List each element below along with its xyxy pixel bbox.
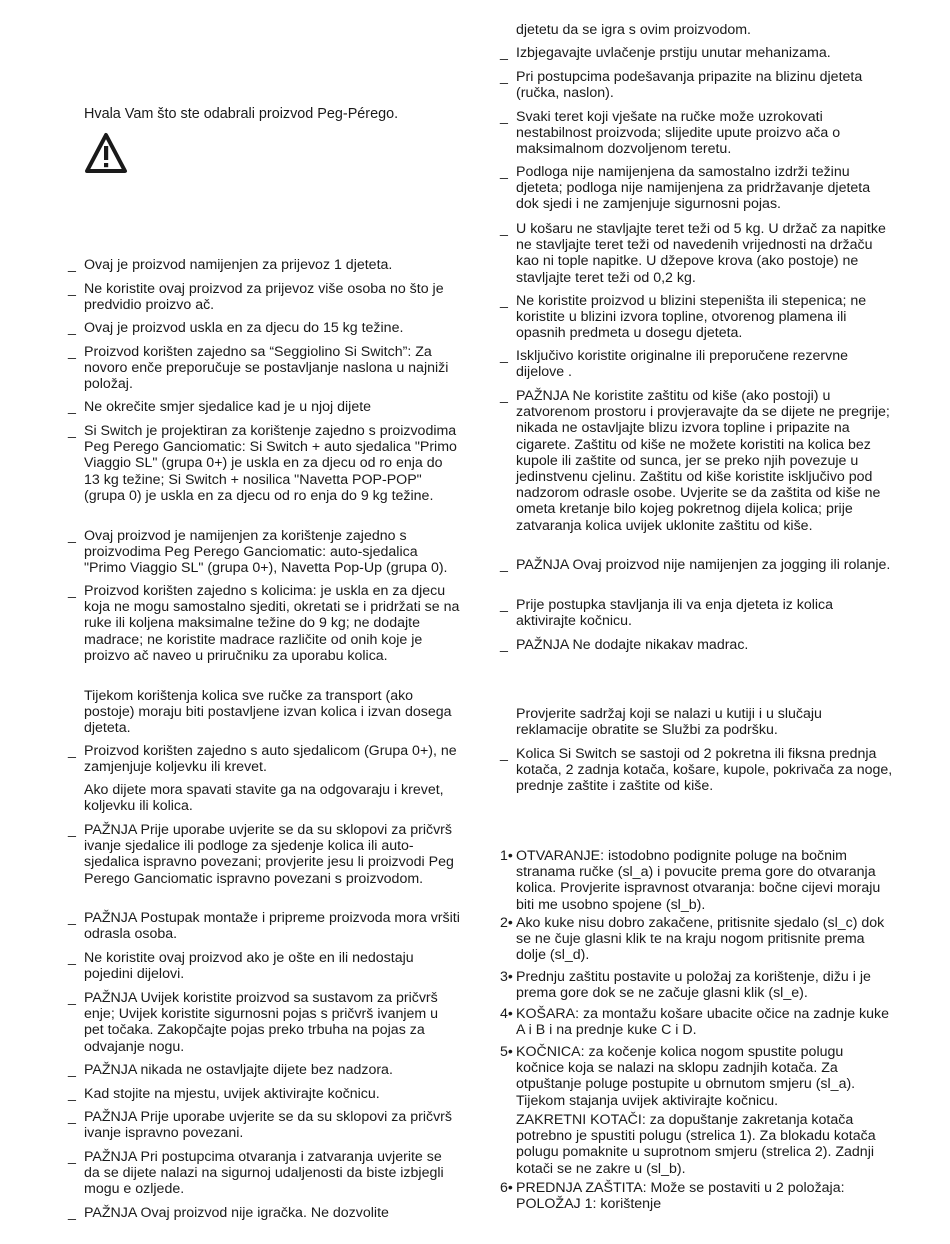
intro-text: Hvala Vam što ste odabrali proizvod Peg-Pérego. bbox=[84, 106, 399, 122]
instruction-step: 5• KOČNICA: za kočenje kolica nogom spustite polugu kočnice koja se nalazi na sklopu zadnjih kotača. Za otpuštanje poluge postupite u obrnutom smjeru (sl_a). Tijekom stajanja uvijek aktivirajte kočnicu. bbox=[500, 1044, 856, 1109]
safety-item: _ Proizvod korišten zajedno sa “Seggiolino Si Switch”: Za novoro enče preporučuje se postavljanje naslona u najniži položaj. bbox=[68, 344, 449, 393]
safety-item: _ Ovaj je proizvod uskla en za djecu do 15 kg težine. bbox=[68, 320, 404, 336]
safety-item: Provjerite sadržaj koji se nalazi u kutiji i u slučaju reklamacije obratite se Službi za podršku. bbox=[516, 706, 822, 739]
safety-item: _ PAŽNJA nikada ne ostavljajte dijete bez nadzora. bbox=[68, 1062, 393, 1078]
safety-item: _ Ne okrečite smjer sjedalice kad je u njoj dijete bbox=[68, 399, 372, 415]
safety-item: _ PAŽNJA Ovaj proizvod nije namijenjen za jogging ili rolanje. bbox=[500, 557, 891, 573]
safety-item: _ Proizvod korišten zajedno s kolicima: je uskla en za djecu koja ne mogu samostalno sjediti, okretati se i pridržati se na ruke ili koljena maksimalne težine do 9 kg; ne dodajte madrace; ne koristite madrace različite od onih koje je proizvo ač naveo u priručniku za uporabu kolica. bbox=[68, 583, 460, 664]
instruction-step: 6• PREDNJA ZAŠTITA: Može se postaviti u 2 položaja: POLOŽAJ 1: korištenje bbox=[500, 1180, 845, 1213]
safety-item: _ Ne koristite ovaj proizvod za prijevoz više osoba no što je predvidio proizvo ač. bbox=[68, 281, 444, 314]
safety-item: djetetu da se igra s ovim proizvodom. bbox=[516, 22, 751, 38]
safety-item: _ PAŽNJA Ne dodajte nikakav madrac. bbox=[500, 637, 749, 653]
safety-item: _ Proizvod korišten zajedno s auto sjedalicom (Grupa 0+), ne zamjenjuje koljevku ili krevet. bbox=[68, 743, 457, 776]
safety-item: _ Ne koristite proizvod u blizini stepeništa ili stepenica; ne koristite u blizini izvora topline, otvorenog plamena ili opasnih predmeta u dosegu djeteta. bbox=[500, 293, 867, 342]
safety-item: _ PAŽNJA Prije uporabe uvjerite se da su sklopovi za pričvrš ivanje ispravno povezani. bbox=[68, 1109, 452, 1142]
safety-item: _ Kad stojite na mjestu, uvijek aktivirajte kočnicu. bbox=[68, 1086, 380, 1102]
safety-item: _ Izbjegavajte uvlačenje prstiju unutar mehanizama. bbox=[500, 45, 831, 61]
safety-item: Tijekom korištenja kolica sve ručke za transport (ako postoje) moraju biti postavljene izvan kolica i izvan dosega djeteta. bbox=[84, 688, 452, 737]
instruction-step: ZAKRETNI KOTAČI: za dopuštanje zakretanja kotača potrebno je spustiti polugu (strelica 1). Za blokadu kotača polugu pomaknite u suprotnom smjeru (strelica 2). Zadnji kotači se ne zakre u (sl_b). bbox=[516, 1112, 876, 1177]
safety-item: _ Svaki teret koji vješate na ručke može uzrokovati nestabilnost proizvoda; slijedite upute proizvo ača o maksimalnom dozvoljenom teretu. bbox=[500, 109, 841, 158]
safety-item: _ Isključivo koristite originalne ili preporučene rezervne dijelove . bbox=[500, 348, 848, 381]
safety-item: _ Ovaj proizvod je namijenjen za korištenje zajedno s proizvodima Peg Perego Ganciomatic: auto-sjedalica "Primo Viaggio SL" (grupa 0+), Navetta Pop-Up (grupa 0). bbox=[68, 528, 448, 577]
safety-item: _ U košaru ne stavljajte teret teži od 5 kg. U držač za napitke ne stavljajte teret teži od navedenih vrijednosti na držaču kao ni tople napitke. U džepove krova (ako postoje) ne stavljajte teret teži od 0,2 kg. bbox=[500, 221, 886, 286]
safety-item: _ PAŽNJA Postupak montaže i pripreme proizvoda mora vršiti odrasla osoba. bbox=[68, 910, 460, 943]
warning-triangle-icon bbox=[84, 132, 128, 174]
instruction-step: 1• OTVARANJE: istodobno podignite poluge na bočnim stranama ručke (sl_a) i povucite prema gore do otvaranja kolica. Provjerite ispravnost otvaranja: bočne cijevi moraju biti me usobno spojene (sl_b). bbox=[500, 848, 881, 913]
instruction-step: 3• Prednju zaštitu postavite u položaj za korištenje, dižu i je prema gore dok se ne začuje glasni klik (sl_e). bbox=[500, 969, 871, 1002]
safety-item: _ Ovaj je proizvod namijenjen za prijevoz 1 djeteta. bbox=[68, 257, 393, 273]
safety-item: _ PAŽNJA Uvijek koristite proizvod sa sustavom za pričvrš enje; Uvijek koristite sigurnosni pojas s pričvrš ivanjem u pet točaka. Zakopčajte pojas preko trbuha na pojas za odvajanje nogu. bbox=[68, 990, 439, 1055]
safety-item: _ Prije postupka stavljanja ili va enja djeteta iz kolica aktivirajte kočnicu. bbox=[500, 597, 834, 630]
safety-item: _ PAŽNJA Ne koristite zaštitu od kiše (ako postoji) u zatvorenom prostoru i provjeravajte da se dijete ne pregrije; nikada ne ostavljajte blizu izvora topline i pripazite na cigarete. Zaštitu od kiše ne možete koristiti na kolica bez kupole ili zaštite od sunca, jer se preko njih povezuje u jedinstvenu cjelinu. Zaštitu od kiše koristite isključivo pod nadzorom odrasle osobe. Uvjerite se da zaštita od kiše ne ometa kretanje bilo kojeg pokretnog dijela kolica; prije zatvaranja kolica uvijek uklonite zaštitu od kiše. bbox=[500, 388, 890, 534]
safety-item: _ Pri postupcima podešavanja pripazite na blizinu djeteta (ručka, naslon). bbox=[500, 69, 863, 102]
safety-item: _ Ne koristite ovaj proizvod ako je ošte en ili nedostaju pojedini dijelovi. bbox=[68, 950, 414, 983]
safety-item: _ PAŽNJA Ovaj proizvod nije igračka. Ne dozvolite bbox=[68, 1205, 389, 1221]
instruction-step: 2• Ako kuke nisu dobro zakačene, pritisnite sjedalo (sl_c) dok se ne čuje glasni klik te na kraju nogom pritisnite prema dolje (sl_d). bbox=[500, 915, 885, 964]
safety-item: _ Si Switch je projektiran za korištenje zajedno s proizvodima Peg Perego Ganciomatic: Si Switch + auto sjedalica "Primo Viaggio SL" (grupa 0+) je uskla en za djecu od ro enja do 13 kg težine; Si Switch + nosilica "Navetta POP-POP" (grupa 0) je uskla en za djecu od ro enja do 9 kg težine. bbox=[68, 423, 457, 504]
safety-item: Ako dijete mora spavati stavite ga na odgovaraju i krevet, koljevku ili kolica. bbox=[84, 782, 444, 815]
safety-item: _ Podloga nije namijenjena da samostalno izdrži težinu djeteta; podloga nije namijenjena za pridržavanje djeteta dok sjedi i ne zamjenjuje sigurnosni pojas. bbox=[500, 164, 871, 213]
instruction-step: 4• KOŠARA: za montažu košare ubacite očice na zadnje kuke A i B i na prednje kuke C i D. bbox=[500, 1006, 890, 1039]
safety-item: _ Kolica Si Switch se sastoji od 2 pokretna ili fiksna prednja kotača, 2 zadnja kotača, košare, kupole, pokrivača za noge, prednje zaštite i zaštite od kiše. bbox=[500, 746, 893, 795]
safety-item: _ PAŽNJA Prije uporabe uvjerite se da su sklopovi za pričvrš ivanje sjedalice ili podloge za sjedenje kolica ili auto-sjedalica ispravno povezani; provjerite jesu li proizvodi Peg Perego Ganciomatic ispravno povezani s proizvodom. bbox=[68, 822, 454, 887]
safety-item: _ PAŽNJA Pri postupcima otvaranja i zatvaranja uvjerite se da se dijete nalazi na sigurnoj udaljenosti da biste izbjegli mogu e ozljede. bbox=[68, 1149, 444, 1198]
